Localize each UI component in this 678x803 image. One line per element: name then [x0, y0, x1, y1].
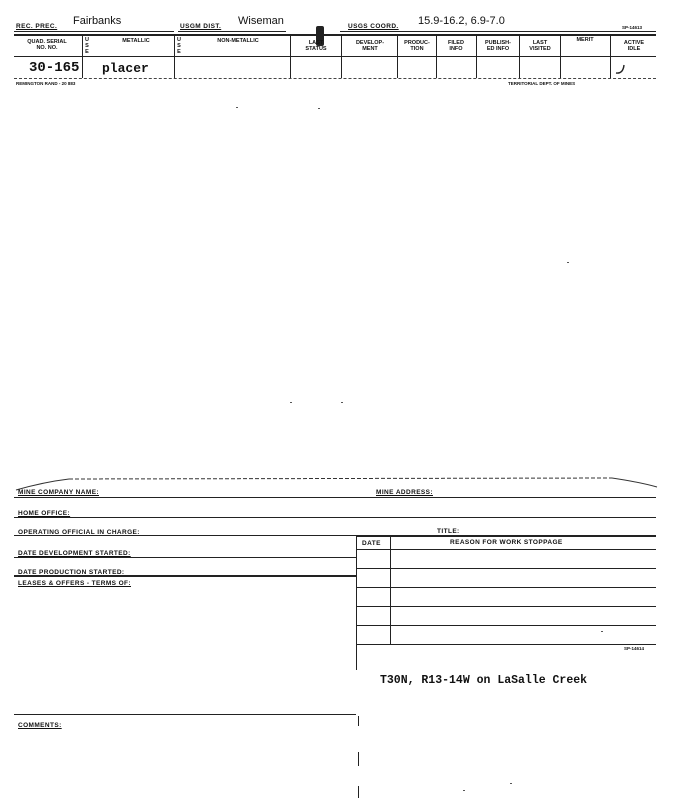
- metallic-value: placer: [102, 61, 149, 76]
- scan-speck: [318, 108, 320, 109]
- rule: [14, 714, 356, 715]
- title-label: TITLE:: [437, 528, 460, 535]
- col-non-metallic: NON-METALLIC: [217, 38, 259, 44]
- usgs-coord-label: USGS COORD.: [348, 23, 399, 30]
- comments-label: COMMENTS:: [18, 722, 62, 729]
- col-last-status: LAST STATUS: [305, 40, 327, 52]
- col-quad-serial: QUAD. SERIAL NO. NO.: [27, 39, 67, 51]
- usgm-dist-label: USGM DIST.: [180, 23, 222, 30]
- col-last-visited: LAST VISITED: [529, 40, 551, 52]
- mine-company-label: MINE COMPANY NAME:: [18, 489, 99, 496]
- rule: [14, 557, 356, 558]
- rule: [356, 535, 656, 537]
- rec-prec-label: REC. PREC.: [16, 23, 58, 30]
- col-metallic: METALLIC: [122, 38, 150, 44]
- date-development-label: DATE DEVELOPMENT STARTED:: [18, 550, 131, 557]
- home-office-label: HOME OFFICE:: [18, 510, 71, 517]
- rule: [356, 606, 656, 607]
- date-column-label: DATE: [362, 540, 381, 547]
- scan-speck: [341, 402, 343, 403]
- rule: [14, 517, 656, 518]
- divider: [174, 34, 175, 78]
- rule: [178, 31, 286, 32]
- divider: [519, 34, 520, 78]
- scan-speck: [290, 402, 292, 403]
- divider: [476, 34, 477, 78]
- rule: [356, 568, 656, 569]
- rule: [14, 535, 356, 536]
- scan-speck: [463, 790, 465, 791]
- divider: [560, 34, 561, 78]
- scan-mark: [358, 752, 359, 766]
- rec-prec-value: Fairbanks: [73, 15, 122, 27]
- divider: [610, 34, 611, 78]
- reason-column-label: REASON FOR WORK STOPPAGE: [450, 539, 563, 546]
- mine-address-label: MINE ADDRESS:: [376, 489, 433, 496]
- rule: [14, 497, 656, 498]
- divider: [356, 535, 357, 670]
- rule: [14, 31, 174, 32]
- col-filed-info: FILED INFO: [448, 40, 464, 52]
- rule: [340, 31, 656, 32]
- scan-speck: [236, 107, 238, 108]
- divider: [341, 34, 342, 78]
- col-active-idle: ACTIVE IDLE: [623, 40, 645, 52]
- col-development: DEVELOP- MENT: [355, 40, 385, 52]
- card-top-edge: [14, 474, 659, 494]
- date-production-label: DATE PRODUCTION STARTED:: [18, 569, 125, 576]
- col-published-info: PUBLISH- ED INFO: [485, 40, 511, 52]
- printer-footer: REMINGTON RAND - 20 883: [16, 81, 76, 86]
- operating-official-label: OPERATING OFFICIAL IN CHARGE:: [18, 529, 140, 536]
- divider: [390, 535, 391, 645]
- divider: [397, 34, 398, 78]
- serial-value: 30-165: [29, 60, 80, 76]
- scan-mark: [358, 786, 359, 798]
- col-use-nonmetallic: U S E: [177, 37, 181, 55]
- check-mark-icon: [613, 62, 629, 76]
- scan-speck: [567, 262, 569, 263]
- usgs-coord-value: 15.9-16.2, 6.9-7.0: [418, 15, 505, 27]
- rule: [356, 644, 656, 645]
- col-merit: MERIT: [576, 37, 594, 43]
- bottom-form-number: SP-14614: [624, 646, 645, 651]
- col-use-metallic: U S E: [85, 37, 89, 55]
- rule: [356, 587, 656, 588]
- scan-speck: [601, 631, 603, 632]
- divider: [290, 34, 291, 78]
- rule: [356, 625, 656, 626]
- usgm-dist-value: Wiseman: [238, 15, 284, 27]
- agency-footer: TERRITORIAL DEPT. OF MINES: [508, 81, 576, 86]
- scan-speck: [510, 783, 512, 784]
- scan-mark: [358, 716, 359, 726]
- leases-offers-label: LEASES & OFFERS - TERMS OF:: [18, 580, 131, 587]
- rule: [356, 549, 656, 550]
- location-note: T30N, R13-14W on LaSalle Creek: [380, 674, 588, 687]
- divider: [82, 34, 83, 78]
- top-form-number: SP-14613: [622, 25, 643, 30]
- card-cut-line: [14, 78, 656, 79]
- divider: [436, 34, 437, 78]
- col-production: PRODUC- TION: [404, 40, 430, 52]
- rule: [14, 575, 356, 577]
